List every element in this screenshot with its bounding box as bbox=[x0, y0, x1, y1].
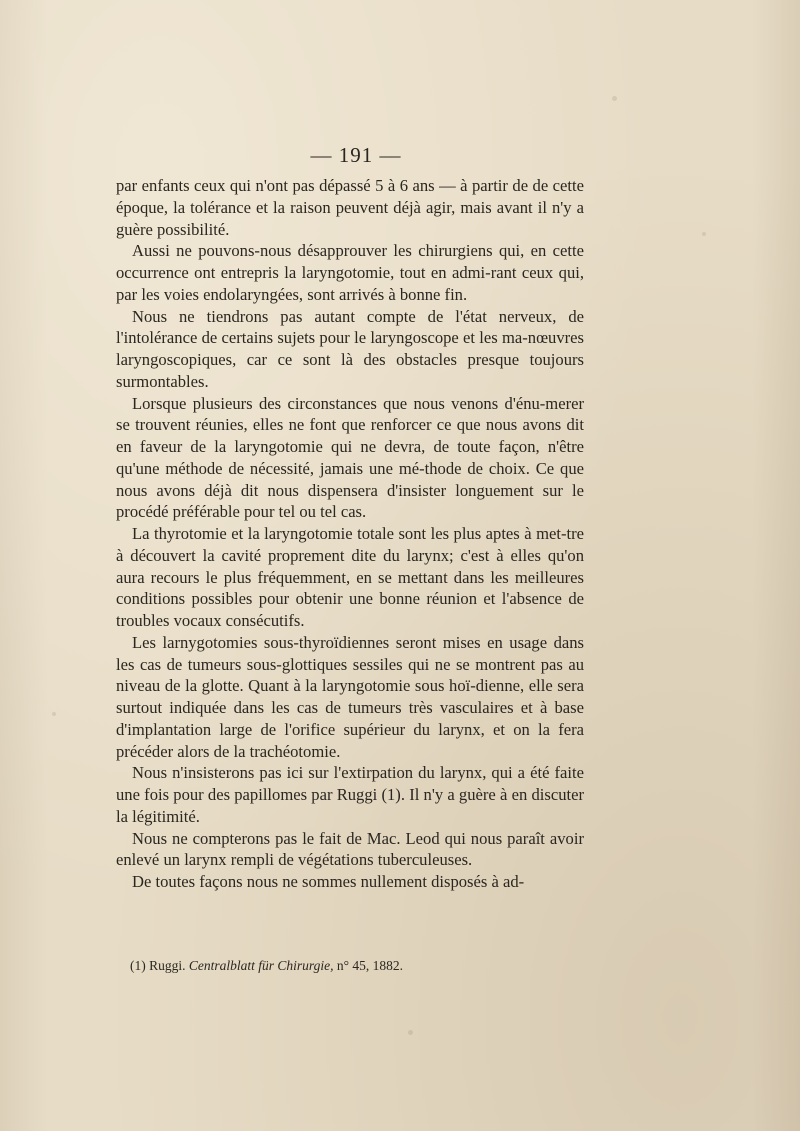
paragraph: Les larnygotomies sous-thyroïdiennes seront mises en usage dans les cas de tumeurs sous-glottiques sessiles qui ne se montrent pas au niveau de la glotte. Quant à la laryngotomie sous hoï-dienne, elle sera surtout indiquée dans les cas de tumeurs très vasculaires et à base d'implantation large de l'orifice supérieur du larynx, et on la fera précéder alors de la trachéotomie. bbox=[116, 632, 584, 761]
paper-foxing-spot bbox=[702, 232, 706, 236]
paragraph: De toutes façons nous ne sommes nullement disposés à ad- bbox=[132, 872, 525, 891]
paper-foxing-spot bbox=[612, 96, 617, 101]
paragraph: Nous ne compterons pas le fait de Mac. Leod qui nous paraît avoir enlevé un larynx rempli de végétations tuberculeuses. bbox=[116, 828, 584, 870]
paper-foxing-spot bbox=[408, 1030, 413, 1035]
footnote-details: n° 45, 1882. bbox=[336, 958, 404, 973]
paragraph: Nous ne tiendrons pas autant compte de l'état nerveux, de l'intolérance de certains sujets pour le laryngoscope et les ma-nœuvres laryngoscopiques, car ce sont là des obstacles presque toujours surmontables. bbox=[116, 306, 584, 391]
body-text bbox=[116, 175, 584, 893]
footnote-source: Centralblatt für Chirurgie, bbox=[188, 958, 334, 973]
paragraph: La thyrotomie et la laryngotomie totale sont les plus aptes à met-tre à découvert la cavité proprement dite du larynx; c'est à elles qu'on aura recours le plus fréquemment, en se mettant dans les meilleures conditions possibles pour obtenir une bonne réunion et l'absence de troubles vocaux consécutifs. bbox=[116, 524, 584, 630]
footnote-marker: (1) Ruggi. bbox=[130, 958, 186, 973]
paragraph: Nous n'insisterons pas ici sur l'extirpation du larynx, qui a été faite une fois pour des papillomes par Ruggi (1). Il n'y a guère à en discuter la légitimité. bbox=[116, 763, 584, 826]
page-number: — 191 — bbox=[310, 143, 402, 167]
paragraph: par enfants ceux qui n'ont pas dépassé 5 à 6 ans — à partir de de cette époque, la tolérance et la raison peuvent déjà agir, mais avant il n'y a guère possibilité. bbox=[116, 176, 584, 239]
paper-foxing-spot bbox=[52, 712, 56, 716]
footnote bbox=[130, 957, 590, 975]
paragraph: Aussi ne pouvons-nous désapprouver les chirurgiens qui, en cette occurrence ont entrepris la laryngotomie, tout en admi-rant ceux qui, par les voies endolaryngées, sont arrivés à bonne fin. bbox=[116, 241, 584, 304]
paragraph: Lorsque plusieurs des circonstances que nous venons d'énu-merer se trouvent réunies, elles ne font que renforcer ce que nous avons dit en faveur de la laryngotomie qui ne devra, de toute façon, n'être qu'une méthode de nécessité, jamais une mé-thode de choix. Ce que nous avons déjà dit nous dispensera d'insister longuement sur le procédé préférable pour tel ou tel cas. bbox=[116, 393, 584, 522]
